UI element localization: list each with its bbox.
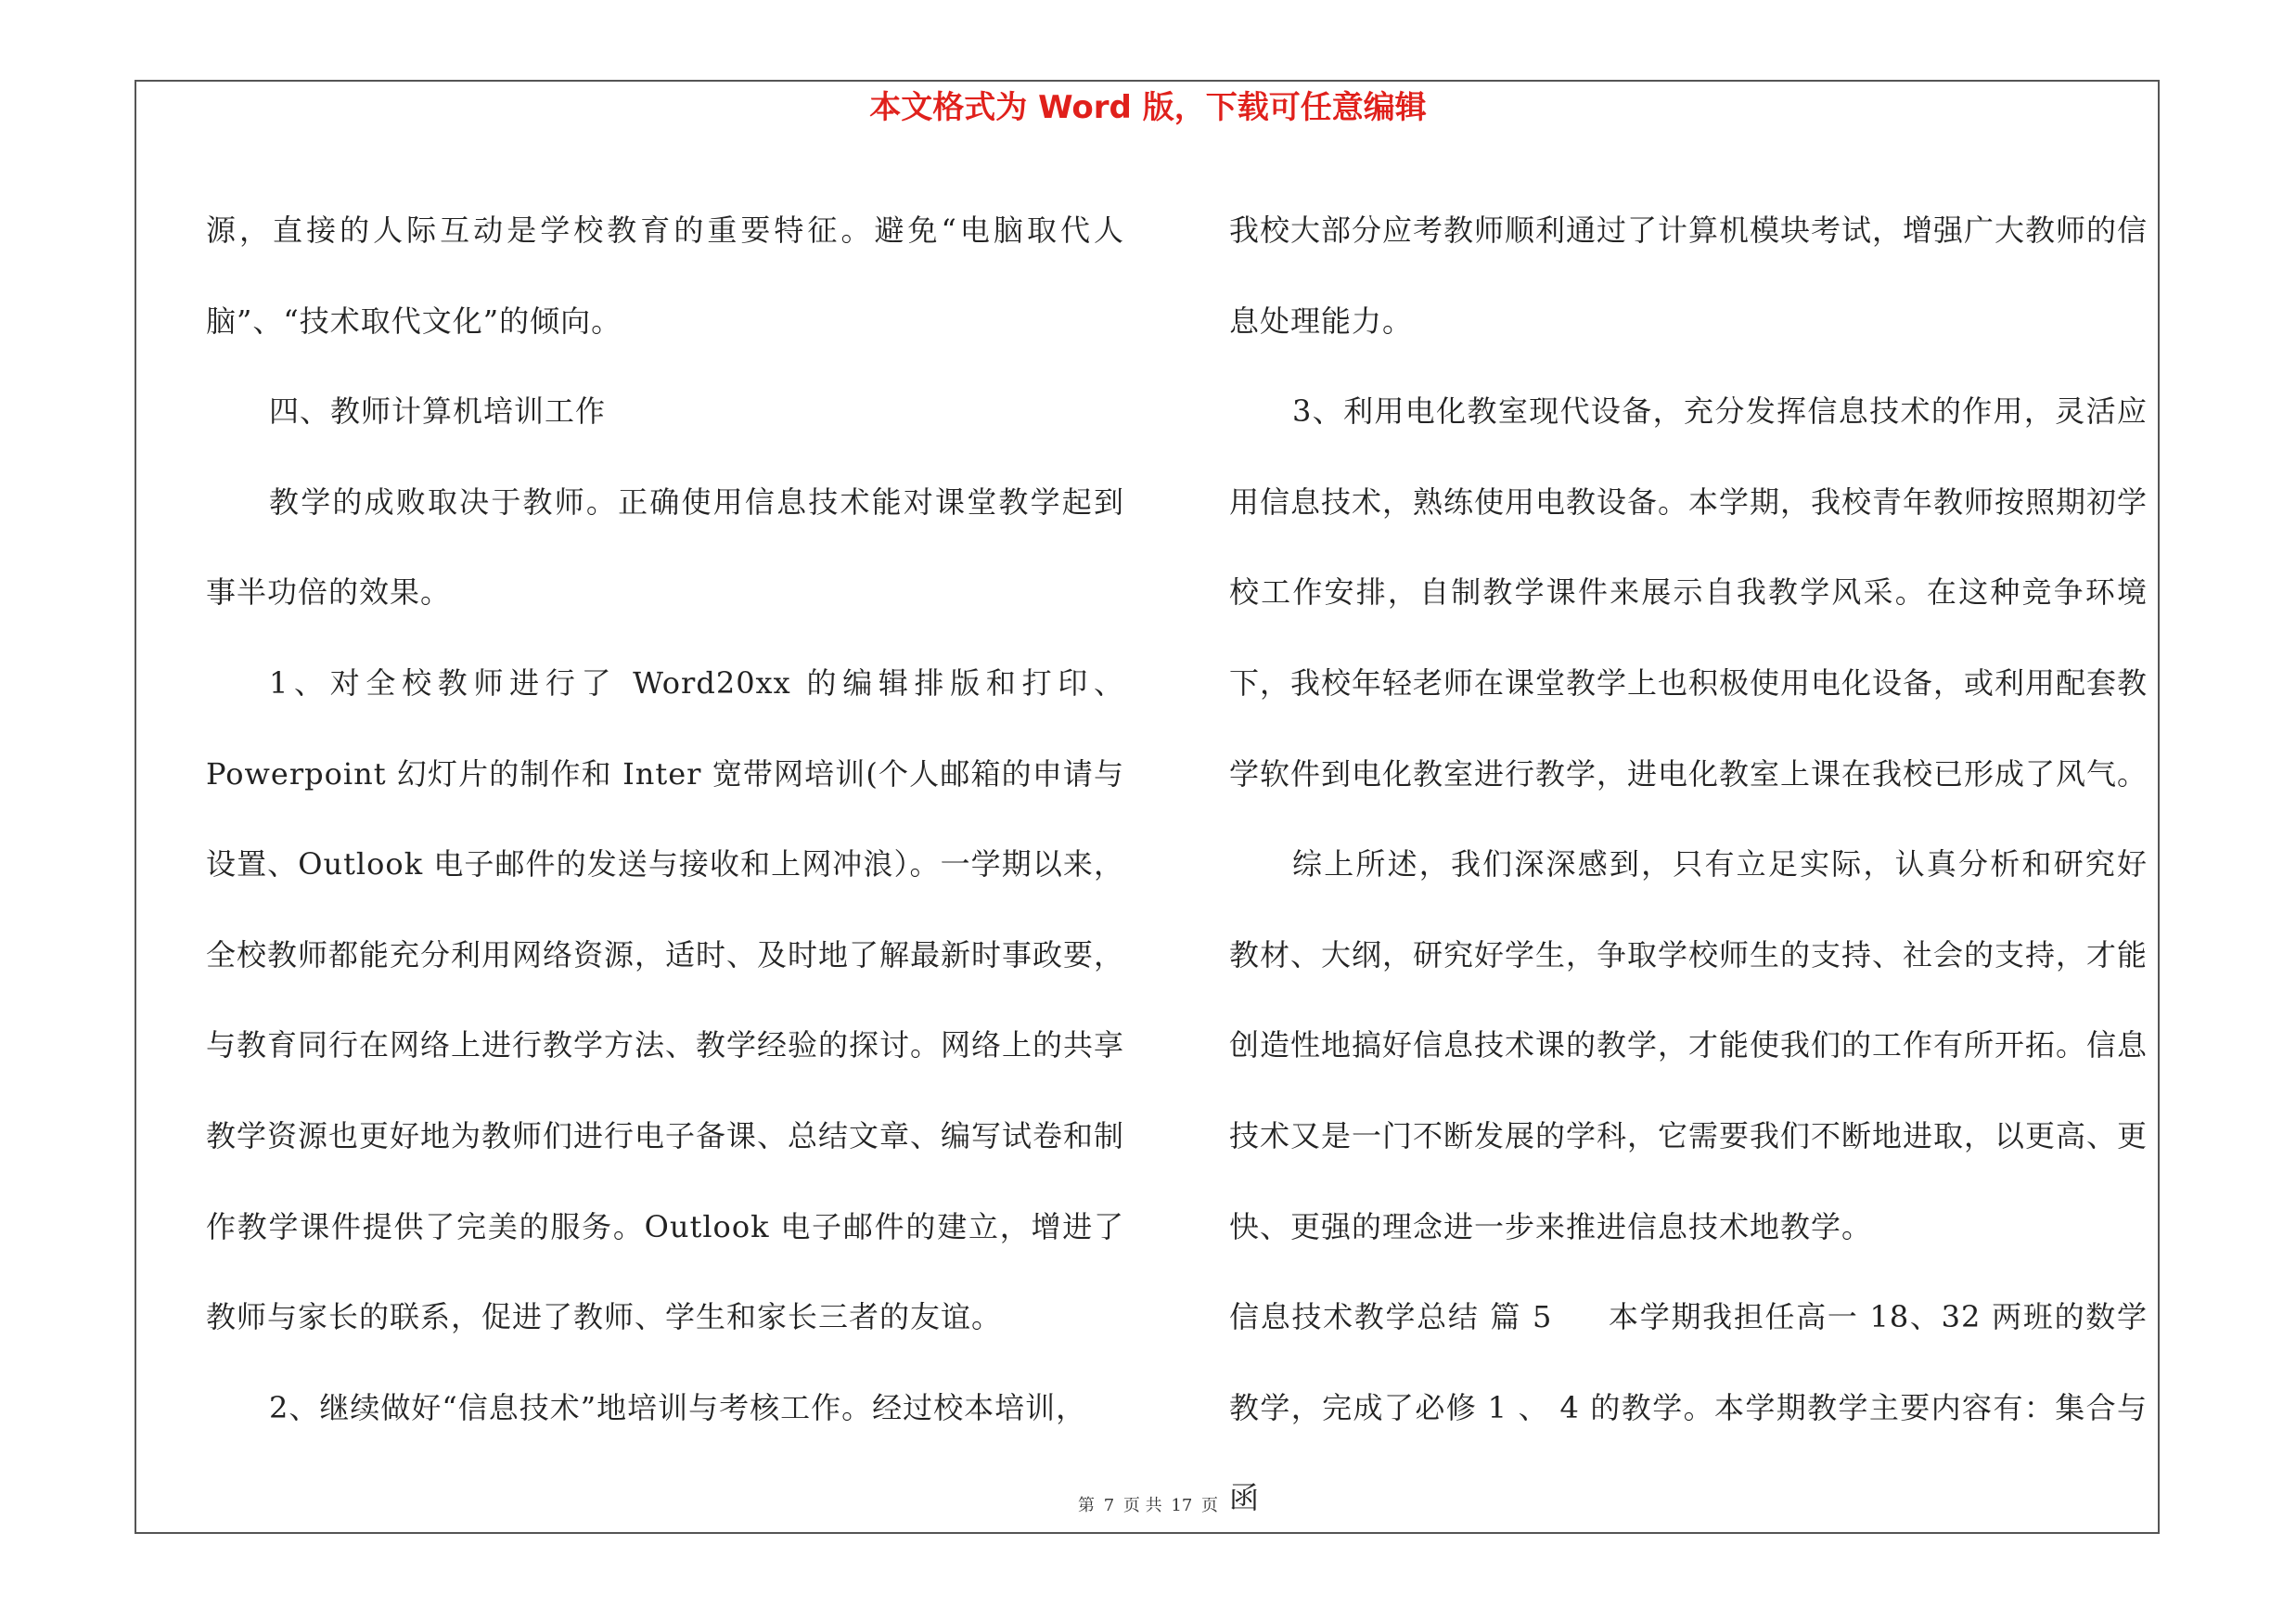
footer-suffix: 页 [1201,1496,1219,1515]
left-column [206,186,1124,1453]
paragraph-text: 本学期我担任高一 18、32 两班的数学教学，完成了必修 1 、 4 的教学。本学期教学主要内容有：集合与函 [1229,1299,2148,1516]
section-heading: 四、教师计算机培训工作 [269,393,607,430]
paragraph: 教学的成败取决于教师。正确使用信息技术能对课堂教学起到事半功倍的效果。 [206,483,1124,611]
paragraph: 综上所述，我们深深感到，只有立足实际，认真分析和研究好教材、大纲，研究好学生，争取学校师生的支持、社会的支持，才能创造性地搞好信息技术课的教学，才能使我们的工作有所开拓。信息技术又是一门不断发展的学科，它需要我们不断地进取，以更高、更快、更强的理念进一步来推进信息技术地教学。 [1229,846,2148,1244]
paragraph: 我校大部分应考教师顺利通过了计算机模块考试，增强广大教师的信息处理能力。 [1229,213,2148,339]
footer-middle: 页 共 [1122,1496,1162,1515]
footer-prefix: 第 [1077,1496,1095,1515]
paragraph: 1、对全校教师进行了 Word20xx 的编辑排版和打印、Powerpoint 幻灯片的制作和 Inter 宽带网培训(个人邮箱的申请与设置、Outlook 电子邮件的发送与接收和上网冲浪）。一学期以来，全校教师都能充分利用网络资源，适时、及时地了解最新时事政要，与教育同行在网络上进行教学方法、教学经验的探讨。网络上的共享教学资源也更好地为教师们进行电子备课、总结文章、编写试卷和制作教学课件提供了完美的服务。Outlook 电子邮件的建立，增进了教师与家长的联系，促进了教师、学生和家长三者的友谊。 [206,664,1125,1335]
page-footer [0,1496,2296,1516]
page-number: 7 [1103,1496,1115,1515]
paragraph: 2、继续做好“信息技术”地培训与考核工作。经过校本培训， [269,1389,1087,1425]
paragraph: 3、利用电化教室现代设备，充分发挥信息技术的作用，灵活应用信息技术，熟练使用电教设备。本学期，我校青年教师按照期初学校工作安排，自制教学课件来展示自我教学风采。在这种竞争环境下，我校年轻老师在课堂教学上也积极使用电化设备，或利用配套教学软件到电化教室进行教学，进电化教室上课在我校已形成了风气。 [1229,393,2148,792]
format-notice-banner: 本文格式为 Word 版，下载可任意编辑 [869,89,1427,126]
right-column [1229,186,2148,1544]
article-title: 信息技术教学总结 篇 5 [1229,1299,1553,1335]
page-total: 17 [1171,1496,1193,1515]
paragraph: 源，直接的人际互动是学校教育的重要特征。避免“电脑取代人脑”、“技术取代文化”的倾向。 [206,213,1124,339]
